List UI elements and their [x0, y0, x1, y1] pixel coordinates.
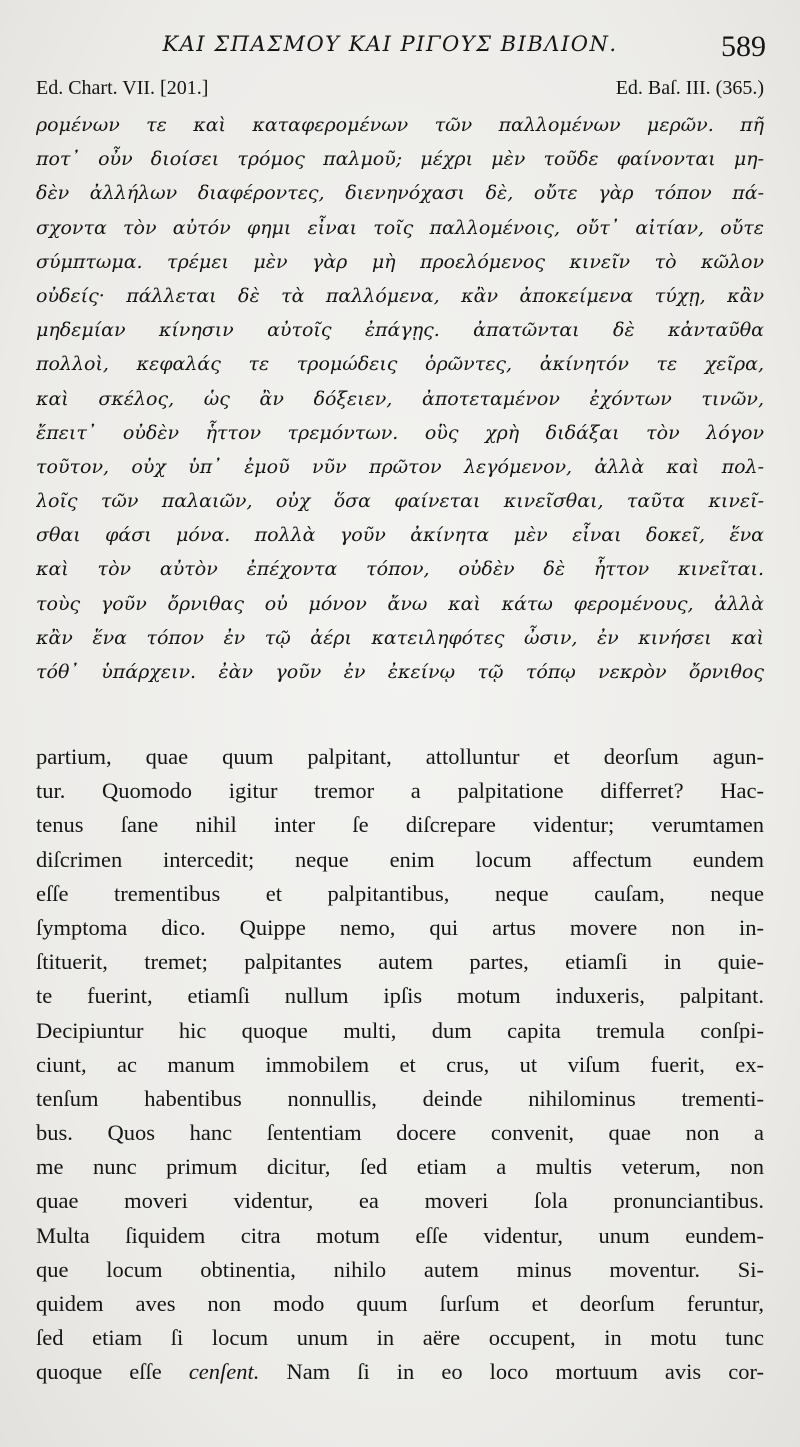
running-title: ΚΑΙ ΣΠΑΣΜΟΥ ΚΑΙ ΡΙΓΟΥΣ ΒΙΒΛΙΟΝ.	[162, 32, 618, 56]
latin-line: ſtituerit, tremet; palpitantes autem partes, etiamſi in quie-	[36, 949, 764, 975]
latin-line: tenſum habentibus nonnullis, deinde nihilominus trementi-	[36, 1085, 764, 1111]
page-number: 589	[721, 30, 766, 63]
latin-line: quidem aves non modo quum ſurſum et deorſum feruntur,	[36, 1291, 764, 1316]
latin-line: diſcrimen intercedit; neque enim locum affectum eundem	[36, 846, 764, 872]
latin-line: que locum obtinentia, nihilo autem minus moventur. Si-	[36, 1256, 764, 1282]
latin-last-line	[36, 1355, 764, 1389]
latin-line: tur. Quomodo igitur tremor a palpitatione differret? Hac-	[36, 778, 764, 804]
greek-line: τοῦτον, οὐχ ὑπ᾽ ἐμοῦ νῦν πρῶτον λεγόμενον, ἀλλὰ καὶ πολ-	[36, 455, 764, 478]
latin-last-line-end: Nam ſi in eo loco mortuum avis cor-	[259, 1359, 764, 1385]
latin-line: me nunc primum dicitur, ſed etiam a multis veterum, non	[36, 1154, 764, 1180]
greek-line: ρομένων τε καὶ καταφερομένων τῶν παλλομένων μερῶν. πῆ	[36, 114, 764, 136]
latin-italic-word: cenſent.	[188, 1359, 260, 1385]
greek-line: δὲν ἀλλήλων διαφέροντες, διενηνόχασι δὲ, οὔτε γὰρ τόπον πά-	[36, 182, 764, 205]
greek-line: σθαι φάσι μόνα. πολλὰ γοῦν ἀκίνητα μὲν εἶναι δοκεῖ, ἕνα	[36, 524, 764, 547]
greek-line: μηδεμίαν κίνησιν αὐτοῖς ἐπάγῃς. ἀπατῶνται δὲ κἀνταῦθα	[36, 319, 764, 342]
greek-line: οὐδείς· πάλλεται δὲ τὰ παλλόμενα, κἂν ἀποκείμενα τύχῃ, κἂν	[36, 284, 764, 307]
greek-line: σύμπτωμα. τρέμει μὲν γὰρ μὴ προελόμενος κινεῖν τὸ κῶλον	[36, 250, 764, 273]
greek-line: σχοντα τὸν αὐτόν φημι εἶναι τοῖς παλλομένοις, οὔτ᾽ αἰτίαν, οὔτε	[36, 216, 764, 239]
greek-line: πολλοὶ, κεφαλάς τε τρομώδεις ὁρῶντες, ἀκίνητόν τε χεῖρα,	[36, 353, 764, 376]
latin-last-line-start: quoque eſſe	[36, 1359, 189, 1385]
greek-line: ποτ᾽ οὖν διοίσει τρόμος παλμοῦ; μέχρι μὲν τοῦδε φαίνονται μη-	[36, 148, 764, 171]
latin-line: Decipiuntur hic quoque multi, dum capita tremula conſpi-	[36, 1017, 764, 1043]
greek-line: ἔπειτ᾽ οὐδὲν ἧττον τρεμόντων. οὓς χρὴ διδάξαι τὸν λόγον	[36, 421, 764, 444]
running-head	[0, 30, 800, 70]
greek-line: τοὺς γοῦν ὄρνιθας οὐ μόνον ἄνω καὶ κάτω φερομένους, ἀλλὰ	[36, 592, 764, 615]
latin-line: ciunt, ac manum immobilem et crus, ut viſum fuerit, ex-	[36, 1051, 764, 1077]
latin-line: te fuerint, etiamſi nullum ipſis motum induxeris, palpitant.	[36, 983, 764, 1009]
latin-line: ſed etiam ſi locum unum in aëre occupent, in motu tunc	[36, 1325, 764, 1351]
latin-line: bus. Quos hanc ſententiam docere convenit, quae non a	[36, 1120, 764, 1146]
greek-line: κἂν ἕνα τόπον ἐν τῷ ἀέρι κατειληφότες ὦσιν, ἐν κινήσει καὶ	[36, 626, 764, 649]
latin-text-block	[36, 740, 764, 1390]
edition-chartier-reference: Ed. Chart. VII. [201.]	[36, 77, 209, 99]
edition-basel-reference: Ed. Baſ. III. (365.)	[615, 77, 764, 99]
greek-line: καὶ τὸν αὐτὸν ἐπέχοντα τόπον, οὐδὲν δὲ ἧττον κινεῖται.	[36, 558, 764, 581]
latin-line: quae moveri videntur, ea moveri ſola pronunciantibus.	[36, 1188, 764, 1214]
latin-line: eſſe trementibus et palpitantibus, neque cauſam, neque	[36, 880, 764, 906]
greek-line: λοῖς τῶν παλαιῶν, οὐχ ὅσα φαίνεται κινεῖσθαι, ταῦτα κινεῖ-	[36, 490, 764, 513]
latin-line: tenus ſane nihil inter ſe diſcrepare videntur; verumtamen	[36, 812, 764, 838]
greek-line: καὶ σκέλος, ὡς ἂν δόξειεν, ἀποτεταμένον ἐχόντων τινῶν,	[36, 387, 764, 410]
latin-line: partium, quae quum palpitant, attolluntur et deorſum agun-	[36, 744, 764, 769]
greek-line: τόθ᾽ ὑπάρχειν. ἐὰν γοῦν ἐν ἐκείνῳ τῷ τόπῳ νεκρὸν ὄρνιθος	[36, 661, 764, 683]
greek-text-block	[36, 108, 764, 689]
latin-line: Multa ſiquidem citra motum eſſe videntur, unum eundem-	[36, 1222, 764, 1248]
latin-line: ſymptoma dico. Quippe nemo, qui artus movere non in-	[36, 914, 764, 940]
